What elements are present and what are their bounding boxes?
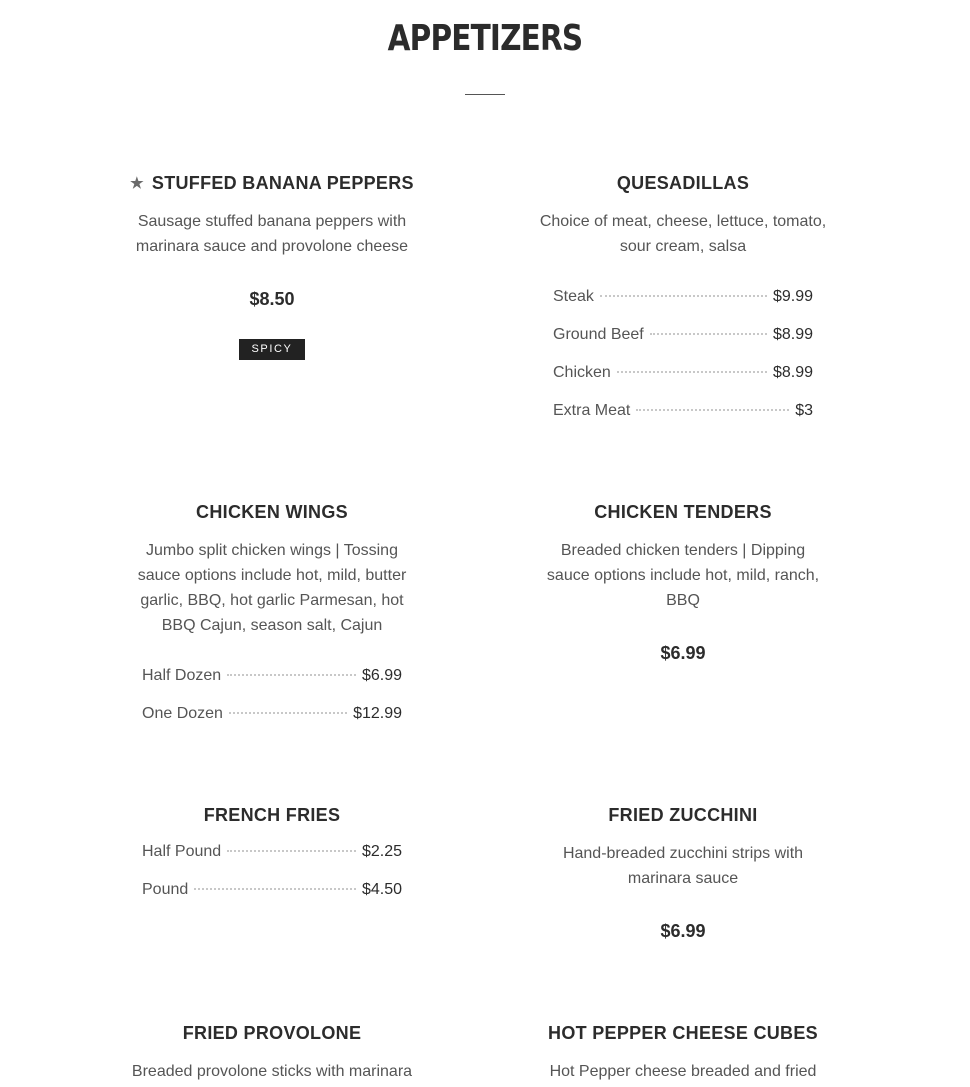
star-icon: ★ bbox=[130, 175, 144, 192]
item-description: Choice of meat, cheese, lettuce, tomato, sour cream, salsa bbox=[539, 213, 827, 255]
menu-item bbox=[533, 500, 833, 665]
item-name: CHICKEN WINGS bbox=[196, 502, 348, 522]
variant-price: $4.50 bbox=[361, 881, 402, 898]
variant-row bbox=[142, 664, 402, 702]
dot-leader bbox=[617, 371, 767, 373]
variant-name: Steak bbox=[553, 288, 594, 305]
dot-leader bbox=[636, 409, 789, 411]
item-name: FRENCH FRIES bbox=[203, 805, 341, 825]
spicy-badge: SPICY bbox=[239, 339, 304, 360]
item-name: QUESADILLAS bbox=[616, 173, 750, 193]
title-divider bbox=[465, 94, 505, 95]
item-description: Hand-breaded zucchini strips with marinara sauce bbox=[562, 845, 804, 887]
dot-leader bbox=[227, 674, 356, 676]
item-description: Hot Pepper cheese breaded and fried bbox=[549, 1063, 817, 1080]
dot-leader bbox=[229, 712, 347, 714]
menu-item bbox=[122, 803, 422, 916]
variant-price: $12.99 bbox=[353, 705, 402, 722]
variant-list bbox=[142, 664, 402, 740]
item-price: $8.50 bbox=[249, 289, 295, 309]
item-name: FRIED ZUCCHINI bbox=[608, 805, 758, 825]
menu-item bbox=[122, 500, 422, 740]
item-name: HOT PEPPER CHEESE CUBES bbox=[548, 1023, 818, 1043]
item-description: Breaded provolone sticks with marinara bbox=[131, 1063, 413, 1080]
variant-name: Pound bbox=[142, 881, 189, 898]
dot-leader bbox=[227, 850, 356, 852]
menu-item bbox=[122, 1021, 422, 1084]
item-name: FRIED PROVOLONE bbox=[182, 1023, 362, 1043]
item-name: CHICKEN TENDERS bbox=[594, 502, 772, 522]
dot-leader bbox=[600, 295, 767, 297]
item-description: Jumbo split chicken wings | Tossing sauce options include hot, mild, butter garlic, BBQ, hot garlic Parmesan, hot BBQ Cajun, season salt, Cajun bbox=[137, 542, 407, 634]
variant-row bbox=[142, 878, 402, 916]
variant-price: $2.25 bbox=[361, 843, 402, 860]
variant-row bbox=[553, 323, 813, 361]
item-name: STUFFED BANANA PEPPERS bbox=[151, 173, 414, 193]
item-price: $6.99 bbox=[660, 921, 706, 941]
variant-name: Chicken bbox=[553, 364, 611, 381]
dot-leader bbox=[194, 888, 356, 890]
variant-name: Ground Beef bbox=[553, 326, 644, 343]
variant-name: Half Pound bbox=[142, 843, 222, 860]
variant-row bbox=[553, 361, 813, 399]
variant-name: Extra Meat bbox=[553, 402, 631, 419]
menu-item bbox=[533, 1021, 833, 1084]
variant-row bbox=[553, 285, 813, 323]
variant-row bbox=[553, 399, 813, 437]
item-price: $6.99 bbox=[660, 643, 706, 663]
variant-price: $6.99 bbox=[361, 667, 402, 684]
variant-name: One Dozen bbox=[142, 705, 223, 722]
menu-item bbox=[122, 171, 422, 360]
variant-row bbox=[142, 840, 402, 878]
variant-list bbox=[142, 840, 402, 916]
item-description: Sausage stuffed banana peppers with marinara sauce and provolone cheese bbox=[135, 213, 409, 255]
menu-item bbox=[533, 803, 833, 943]
variant-name: Half Dozen bbox=[142, 667, 222, 684]
variant-price: $9.99 bbox=[772, 288, 813, 305]
variant-list bbox=[553, 285, 813, 437]
variant-row bbox=[142, 702, 402, 740]
variant-price: $8.99 bbox=[772, 364, 813, 381]
dot-leader bbox=[650, 333, 767, 335]
menu-item bbox=[533, 171, 833, 437]
variant-price: $8.99 bbox=[772, 326, 813, 343]
item-description: Breaded chicken tenders | Dipping sauce options include hot, mild, ranch, BBQ bbox=[546, 542, 820, 609]
section-title: APPETIZERS bbox=[387, 18, 583, 59]
variant-price: $3 bbox=[795, 402, 813, 419]
